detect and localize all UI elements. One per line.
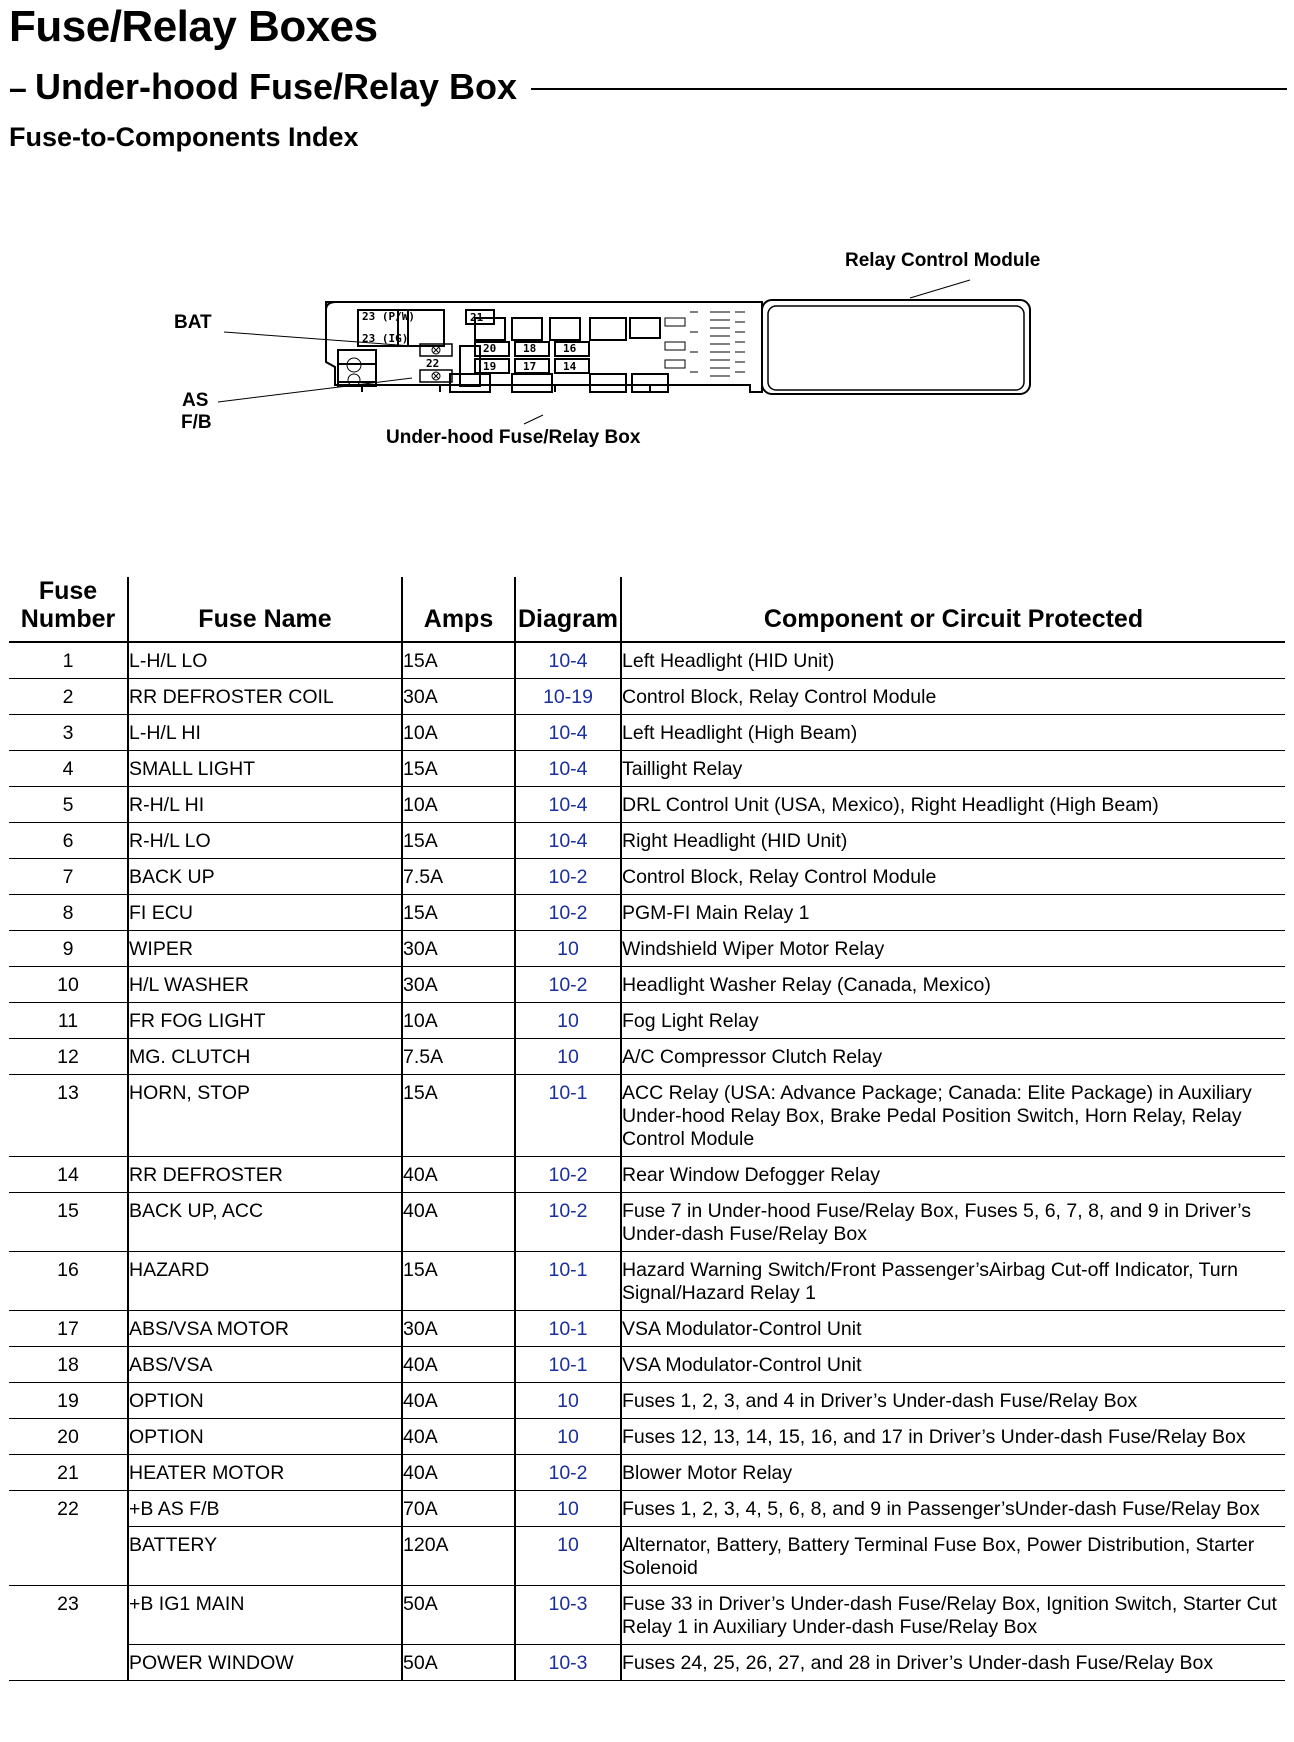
fuse-amps: 15A <box>402 1075 515 1157</box>
fuse-17-label: 17 <box>523 360 537 373</box>
fuse-name: OPTION <box>128 1419 402 1455</box>
component-protected: Fuses 1, 2, 3, 4, 5, 6, 8, and 9 in Passenger’sUnder-dash Fuse/Relay Box <box>621 1491 1285 1527</box>
diagram-ref[interactable]: 10-2 <box>515 859 621 895</box>
header-fuse-name: Fuse Name <box>128 577 402 642</box>
diagram-ref[interactable]: 10-4 <box>515 715 621 751</box>
fuse-name: POWER WINDOW <box>128 1645 402 1681</box>
fuse-20-label: 20 <box>483 342 497 355</box>
table-row <box>9 1252 1285 1311</box>
fuse-number: 13 <box>9 1075 128 1157</box>
fuse-number: 23 <box>57 1593 79 1615</box>
table-row <box>9 1311 1285 1347</box>
component-protected: PGM-FI Main Relay 1 <box>621 895 1285 931</box>
diagram-ref[interactable]: 10-1 <box>515 1252 621 1311</box>
component-protected: Fuse 33 in Driver’s Under-dash Fuse/Relay Box, Ignition Switch, Starter Cut Relay 1 in Auxiliary Under-dash Fuse/Relay Box <box>621 1586 1285 1645</box>
component-protected: ACC Relay (USA: Advance Package; Canada: Elite Package) in Auxiliary Under-hood Relay Box, Brake Pedal Position Switch, Horn Relay, Relay Control Module <box>621 1075 1285 1157</box>
diagram-ref[interactable]: 10-3 <box>515 1645 621 1681</box>
component-protected: Fog Light Relay <box>621 1003 1285 1039</box>
table-row <box>9 1455 1285 1491</box>
diagram-ref[interactable]: 10 <box>515 1039 621 1075</box>
diagram-ref[interactable]: 10-4 <box>515 751 621 787</box>
fuse-number: 19 <box>9 1383 128 1419</box>
fuse-number: 9 <box>9 931 128 967</box>
component-protected: Windshield Wiper Motor Relay <box>621 931 1285 967</box>
fuse-number: 22 <box>57 1498 79 1520</box>
diagram-ref[interactable]: 10-4 <box>515 787 621 823</box>
index-title: Fuse-to-Components Index <box>9 122 359 152</box>
box-label: Under-hood Fuse/Relay Box <box>386 427 641 448</box>
fuse-name: HORN, STOP <box>128 1075 402 1157</box>
fuse-name: OPTION <box>128 1383 402 1419</box>
table-header-row <box>9 577 1285 642</box>
diagram-ref[interactable]: 10 <box>515 1383 621 1419</box>
subtitle-dash: – <box>9 70 27 106</box>
table-row <box>9 931 1285 967</box>
component-protected: Headlight Washer Relay (Canada, Mexico) <box>621 967 1285 1003</box>
fuse-amps: 15A <box>402 895 515 931</box>
fuse-amps: 40A <box>402 1347 515 1383</box>
fuse-number: 12 <box>9 1039 128 1075</box>
fuse-amps: 15A <box>402 823 515 859</box>
fuse-name: WIPER <box>128 931 402 967</box>
fuse-name: ABS/VSA MOTOR <box>128 1311 402 1347</box>
fuse-amps: 30A <box>402 1311 515 1347</box>
component-protected: Control Block, Relay Control Module <box>621 859 1285 895</box>
table-row <box>9 751 1285 787</box>
component-protected: Taillight Relay <box>621 751 1285 787</box>
component-protected: Alternator, Battery, Battery Terminal Fuse Box, Power Distribution, Starter Solenoid <box>621 1527 1285 1586</box>
fuse-name: SMALL LIGHT <box>128 751 402 787</box>
header-fuse-number <box>9 577 128 642</box>
fuse-amps: 50A <box>402 1645 515 1681</box>
fuse-name: RR DEFROSTER <box>128 1157 402 1193</box>
fuse-name: HEATER MOTOR <box>128 1455 402 1491</box>
fuse-number: 11 <box>9 1003 128 1039</box>
diagram-ref[interactable]: 10 <box>515 1419 621 1455</box>
fuse-amps: 10A <box>402 715 515 751</box>
diagram-ref[interactable]: 10-1 <box>515 1075 621 1157</box>
fb-label: F/B <box>181 412 212 433</box>
table-row <box>9 1491 1285 1527</box>
fuse-23pw-label: 23 (P/W) <box>362 310 415 323</box>
component-protected: Left Headlight (High Beam) <box>621 715 1285 751</box>
fuse-number: 4 <box>9 751 128 787</box>
heading-rule <box>531 88 1287 90</box>
table-row <box>9 1193 1285 1252</box>
fuse-name: H/L WASHER <box>128 967 402 1003</box>
fuse-name: BATTERY <box>128 1527 402 1586</box>
fuse-number: 10 <box>9 967 128 1003</box>
diagram-ref[interactable]: 10-2 <box>515 1455 621 1491</box>
diagram-ref[interactable]: 10-3 <box>515 1586 621 1645</box>
component-protected: Fuses 1, 2, 3, and 4 in Driver’s Under-dash Fuse/Relay Box <box>621 1383 1285 1419</box>
header-diagram: Diagram <box>515 577 621 642</box>
fuse-name: +B AS F/B <box>128 1491 402 1527</box>
diagram-ref[interactable]: 10-1 <box>515 1347 621 1383</box>
fuse-amps: 70A <box>402 1491 515 1527</box>
component-protected: Control Block, Relay Control Module <box>621 679 1285 715</box>
fuse-number: 6 <box>9 823 128 859</box>
table-row <box>9 895 1285 931</box>
table-row <box>9 1039 1285 1075</box>
diagram-ref[interactable]: 10-1 <box>515 1311 621 1347</box>
fuse-name: BACK UP, ACC <box>128 1193 402 1252</box>
fuse-number: 18 <box>9 1347 128 1383</box>
fuse-number <box>9 1645 128 1681</box>
fuse-number: 21 <box>9 1455 128 1491</box>
fuse-21-label: 21 <box>470 311 484 324</box>
fuse-name: L-H/L LO <box>128 642 402 679</box>
table-row <box>9 859 1285 895</box>
fuse-box-drawing <box>150 252 1100 467</box>
fuse-number: 3 <box>9 715 128 751</box>
fuse-23ig-label: 23 (IG) <box>362 332 409 345</box>
bat-label: BAT <box>174 312 212 333</box>
component-protected: Rear Window Defogger Relay <box>621 1157 1285 1193</box>
fuse-name: HAZARD <box>128 1252 402 1311</box>
fuse-number <box>9 1527 128 1586</box>
fuse-index-table <box>9 577 1285 1681</box>
diagram-ref[interactable]: 10-19 <box>515 679 621 715</box>
header-fuse-number-line2: Number <box>20 605 116 633</box>
fuse-number: 1 <box>9 642 128 679</box>
fuse-name: FI ECU <box>128 895 402 931</box>
table-row <box>9 1419 1285 1455</box>
header-amps: Amps <box>402 577 515 642</box>
fuse-name: BACK UP <box>128 859 402 895</box>
component-protected: A/C Compressor Clutch Relay <box>621 1039 1285 1075</box>
fuse-amps: 15A <box>402 751 515 787</box>
fuse-amps: 40A <box>402 1455 515 1491</box>
fuse-amps: 120A <box>402 1527 515 1586</box>
diagram-ref[interactable]: 10 <box>515 931 621 967</box>
fuse-19-label: 19 <box>483 360 497 373</box>
fuse-amps: 15A <box>402 642 515 679</box>
table-row <box>9 967 1285 1003</box>
diagram-ref[interactable]: 10-2 <box>515 1157 621 1193</box>
header-fuse-number-line1: Fuse <box>38 577 98 605</box>
table-row <box>9 679 1285 715</box>
component-protected: VSA Modulator-Control Unit <box>621 1311 1285 1347</box>
fuse-name: FR FOG LIGHT <box>128 1003 402 1039</box>
component-protected: Left Headlight (HID Unit) <box>621 642 1285 679</box>
fuse-amps: 40A <box>402 1383 515 1419</box>
component-protected: Right Headlight (HID Unit) <box>621 823 1285 859</box>
fuse-amps: 30A <box>402 931 515 967</box>
component-protected: Fuses 12, 13, 14, 15, 16, and 17 in Driver’s Under-dash Fuse/Relay Box <box>621 1419 1285 1455</box>
fuse-name: L-H/L HI <box>128 715 402 751</box>
diagram-ref[interactable]: 10 <box>515 1003 621 1039</box>
fuse-22-label: 22 <box>426 357 440 370</box>
fuse-number: 8 <box>9 895 128 931</box>
fuse-name: MG. CLUTCH <box>128 1039 402 1075</box>
component-protected: Blower Motor Relay <box>621 1455 1285 1491</box>
diagram-ref[interactable]: 10-4 <box>515 823 621 859</box>
section-heading <box>9 66 1287 110</box>
diagram-ref[interactable]: 10 <box>515 1491 621 1527</box>
table-row <box>9 1003 1285 1039</box>
fuse-number: 17 <box>9 1311 128 1347</box>
fuse-box-diagram <box>150 252 1100 467</box>
table-row <box>9 1075 1285 1157</box>
table-row <box>9 1527 1285 1586</box>
diagram-ref[interactable]: 10-2 <box>515 1193 621 1252</box>
table-row <box>9 1383 1285 1419</box>
diagram-ref[interactable]: 10-4 <box>515 642 621 679</box>
fuse-amps: 7.5A <box>402 1039 515 1075</box>
fuse-amps: 10A <box>402 1003 515 1039</box>
table-row <box>9 642 1285 679</box>
component-protected: VSA Modulator-Control Unit <box>621 1347 1285 1383</box>
fuse-name: R-H/L LO <box>128 823 402 859</box>
fuse-number: 14 <box>9 1157 128 1193</box>
table-row <box>9 823 1285 859</box>
diagram-ref[interactable]: 10-2 <box>515 967 621 1003</box>
page-title: Fuse/Relay Boxes <box>9 2 378 51</box>
fuse-number: 2 <box>9 679 128 715</box>
fuse-number: 20 <box>9 1419 128 1455</box>
fuse-18-label: 18 <box>523 342 537 355</box>
fuse-amps: 7.5A <box>402 859 515 895</box>
header-component: Component or Circuit Protected <box>621 577 1285 642</box>
fuse-amps: 40A <box>402 1419 515 1455</box>
as-label: AS <box>182 390 209 411</box>
fuse-name: R-H/L HI <box>128 787 402 823</box>
section-title: Under-hood Fuse/Relay Box <box>35 66 518 107</box>
fuse-number: 16 <box>9 1252 128 1311</box>
fuse-name: ABS/VSA <box>128 1347 402 1383</box>
table-row <box>9 1157 1285 1193</box>
table-row <box>9 787 1285 823</box>
table-row <box>9 715 1285 751</box>
diagram-ref[interactable]: 10-2 <box>515 895 621 931</box>
component-protected: DRL Control Unit (USA, Mexico), Right Headlight (High Beam) <box>621 787 1285 823</box>
fuse-amps: 40A <box>402 1157 515 1193</box>
fuse-number: 7 <box>9 859 128 895</box>
fuse-amps: 10A <box>402 787 515 823</box>
fuse-amps: 30A <box>402 679 515 715</box>
fuse-name: RR DEFROSTER COIL <box>128 679 402 715</box>
table-row <box>9 1347 1285 1383</box>
table-body <box>9 642 1285 1681</box>
fuse-amps: 50A <box>402 1586 515 1645</box>
fuse-16-label: 16 <box>563 342 577 355</box>
diagram-ref[interactable]: 10 <box>515 1527 621 1586</box>
fuse-amps: 30A <box>402 967 515 1003</box>
relay-control-module-label: Relay Control Module <box>845 250 1041 271</box>
fuse-number: 15 <box>9 1193 128 1252</box>
fuse-amps: 15A <box>402 1252 515 1311</box>
component-protected: Hazard Warning Switch/Front Passenger’sAirbag Cut-off Indicator, Turn Signal/Hazard Relay 1 <box>621 1252 1285 1311</box>
table-row <box>9 1645 1285 1681</box>
fuse-number: 5 <box>9 787 128 823</box>
fuse-amps: 40A <box>402 1193 515 1252</box>
component-protected: Fuse 7 in Under-hood Fuse/Relay Box, Fuses 5, 6, 7, 8, and 9 in Driver’s Under-dash Fuse/Relay Box <box>621 1193 1285 1252</box>
fuse-14-label: 14 <box>563 360 577 373</box>
table-row <box>9 1586 1285 1645</box>
fuse-name: +B IG1 MAIN <box>128 1586 402 1645</box>
component-protected: Fuses 24, 25, 26, 27, and 28 in Driver’s Under-dash Fuse/Relay Box <box>621 1645 1285 1681</box>
